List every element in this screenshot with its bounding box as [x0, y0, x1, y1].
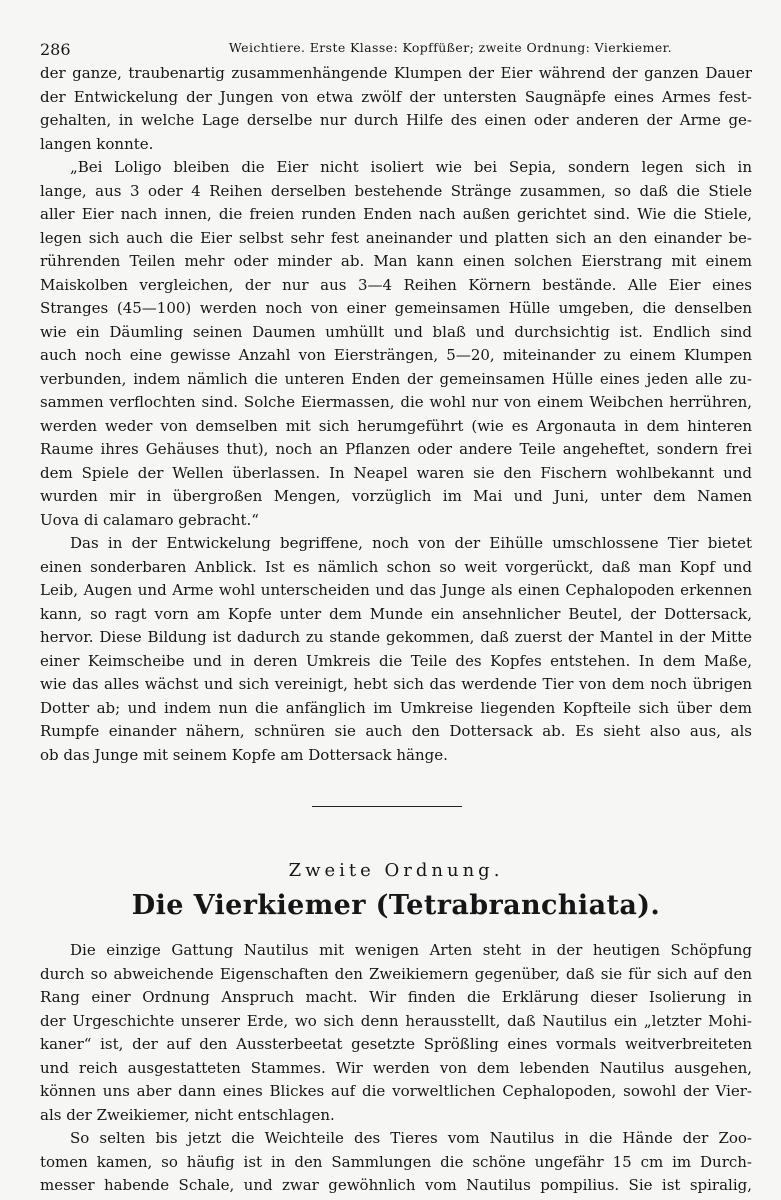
text-line: wie das alles wächst und sich vereinigt, hebt sich das werdende Tier von dem noch übrigen — [40, 675, 752, 693]
text-line: wurden mir in übergroßen Mengen, vorzüglich im Mai und Juni, unter dem Namen — [40, 487, 752, 505]
order-heading: Zweite Ordnung. — [288, 860, 504, 881]
section-title: Die Vierkiemer (Tetrabranchiata). — [131, 890, 661, 921]
text-line: tomen kamen, so häufig ist in den Sammlungen die schöne ungefähr 15 cm im Durch- — [40, 1152, 752, 1171]
text-line: rührenden Teilen mehr oder minder ab. Man kann einen solchen Eierstrang mit einem — [40, 252, 752, 270]
running-title: Weichtiere. Erste Klasse: Kopffüßer; zweite Ordnung: Vierkiemer. — [228, 40, 672, 55]
page-number: 286 — [40, 40, 71, 59]
text-line: Die einzige Gattung Nautilus mit wenigen Arten steht in der heutigen Schöpfung — [70, 941, 752, 959]
text-line: sammen verflochten sind. Solche Eiermassen, die wohl nur von einem Weibchen herrühren, — [40, 393, 752, 411]
book-page — [40, 28, 752, 1194]
text-line: Rumpfe einander nähern, schnüren sie auch den Dottersack ab. Es sieht also aus, als — [40, 722, 752, 740]
section-divider — [40, 802, 752, 822]
paragraph-nautilus-shell — [40, 1127, 752, 1198]
text-line: als der Zweikiemer, nicht entschlagen. — [40, 1105, 335, 1124]
text-line: kann, so ragt vorn am Kopfe unter dem Munde ein ansehnlicher Beutel, der Dottersack, — [40, 604, 752, 623]
text-line: können uns aber dann eines Blickes auf die vorweltlichen Cephalopoden, sowohl der Vier- — [40, 1082, 752, 1100]
text-line: Dotter ab; und indem nun die anfänglich im Umkreise liegenden Kopfteile sich über dem — [40, 698, 752, 717]
text-line: aller Eier nach innen, die freien runden Enden nach außen gerichtet sind. Wie die Stiele, — [40, 205, 752, 223]
text-line: Rang einer Ordnung Anspruch macht. Wir finden die Erklärung dieser Isolierung in — [40, 988, 752, 1006]
paragraph-loligo-quote — [40, 156, 752, 532]
text-line: So selten bis jetzt die Weichteile des Tieres vom Nautilus in die Hände der Zoo- — [70, 1129, 752, 1147]
text-line: Das in der Entwickelung begriffene, noch von der Eihülle umschlossene Tier bietet — [70, 534, 752, 552]
divider-line — [312, 806, 462, 807]
text-line: gehalten, in welche Lage derselbe nur durch Hilfe des einen oder anderen der Arme ge- — [40, 111, 752, 129]
running-header — [40, 28, 752, 62]
paragraph-egg-clump — [40, 62, 752, 156]
text-line: der ganze, traubenartig zusammenhängende Klumpen der Eier während der ganzen Dauer — [40, 64, 752, 82]
text-line: hervor. Diese Bildung ist dadurch zu stande gekommen, daß zuerst der Mantel in der Mitte — [40, 628, 752, 646]
text-line: dem Spiele der Wellen überlassen. In Neapel waren sie den Fischern wohlbekannt und — [40, 463, 752, 482]
text-line: und reich ausgestatteten Stammes. Wir werden von dem lebenden Nautilus ausgehen, — [40, 1058, 752, 1077]
text-line: verbunden, indem nämlich die unteren Enden der gemeinsamen Hülle eines jeden alle zu- — [40, 369, 752, 388]
text-line: lange, aus 3 oder 4 Reihen derselben bestehende Stränge zusammen, so daß die Stiele — [40, 181, 752, 200]
text-line: Maiskolben vergleichen, der nur aus 3—4 Reihen Körnern bestände. Alle Eier eines — [40, 275, 752, 294]
text-line: Leib, Augen und Arme wohl unterscheiden und das Junge als einen Cephalopoden erkennen — [40, 581, 752, 599]
paragraph-nautilus-intro — [40, 939, 752, 1127]
text-line: Uova di calamaro gebracht.“ — [40, 510, 259, 529]
text-line: Raume ihres Gehäuses thut), noch an Pflanzen oder andere Teile angeheftet, sondern frei — [40, 440, 752, 458]
text-line: wie ein Däumling seinen Daumen umhüllt und blaß und durchsichtig ist. Endlich sind — [40, 322, 752, 341]
text-line: „Bei Loligo bleiben die Eier nicht isoliert wie bei Sepia, sondern legen sich in — [70, 158, 752, 176]
text-line: werden weder von demselben mit sich herumgeführt (wie es Argonauta in dem hinteren — [40, 416, 752, 435]
text-line: langen konnte. — [40, 134, 154, 153]
text-line: kaner“ ist, der auf den Aussterbeetat gesetzte Sprößling eines vormals weitverbreiteten — [40, 1035, 752, 1053]
text-line: der Entwickelung der Jungen von etwa zwölf der untersten Saugnäpfe eines Armes fest- — [40, 87, 752, 106]
text-line: einen sonderbaren Anblick. Ist es nämlich schon so weit vorgerückt, daß man Kopf und — [40, 557, 752, 576]
text-line: messer habende Schale, und zwar gewöhnlich vom Nautilus pompilius. Sie ist spiralig, — [40, 1176, 752, 1194]
paragraph-embryo — [40, 532, 752, 767]
text-line: Stranges (45—100) werden noch von einer gemeinsamen Hülle umgeben, die denselben — [40, 299, 752, 317]
text-line: der Urgeschichte unserer Erde, wo sich denn herausstellt, daß Nautilus ein „letzter Mohi- — [40, 1011, 752, 1030]
text-line: auch noch eine gewisse Anzahl von Eiersträngen, 5—20, miteinander zu einem Klumpen — [40, 346, 752, 364]
text-line: einer Keimscheibe und in deren Umkreis die Teile des Kopfes entstehen. In dem Maße, — [40, 651, 752, 670]
text-line: ob das Junge mit seinem Kopfe am Dottersack hänge. — [40, 745, 448, 764]
text-line: legen sich auch die Eier selbst sehr fest aneinander und platten sich an den einander be- — [40, 228, 752, 247]
text-line: durch so abweichende Eigenschaften den Zweikiemern gegenüber, daß sie für sich auf den — [40, 964, 752, 983]
